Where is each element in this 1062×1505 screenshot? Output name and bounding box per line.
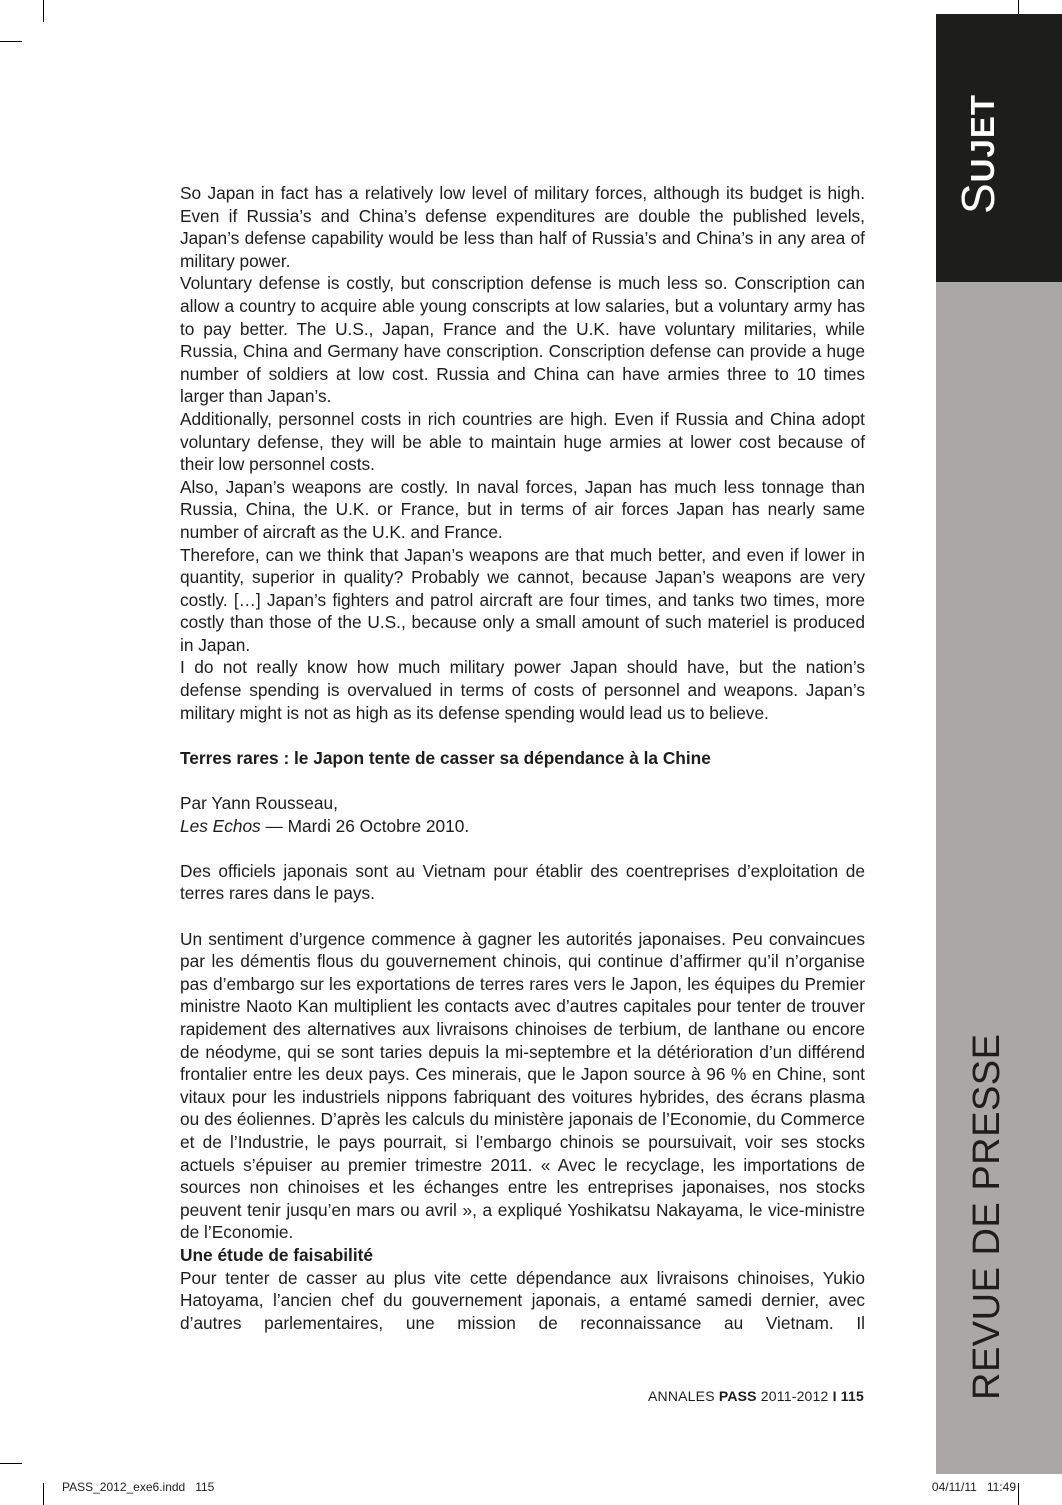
section-label-revue: REVUE DE PRESSE: [966, 1033, 1008, 1400]
page-footer: [648, 1388, 864, 1404]
article1-paragraph: Also, Japan’s weapons are costly. In naval forces, Japan has much less tonnage than Russia, China, the U.K. or France, but in terms of air forces Japan has nearly same number of aircraft as the U.K. and France.: [180, 476, 865, 542]
crop-mark: [0, 1463, 22, 1464]
article1-paragraph: So Japan in fact has a relatively low level of military forces, although its budget is high. Even if Russia’s and China’s defense expenditures are double the published levels, Japan’s defense capability would be less than half of Russia’s and China’s in any area of military power.: [180, 183, 865, 271]
crop-mark: [1018, 1483, 1019, 1505]
footer-annales: ANNALES: [647, 1388, 719, 1404]
article1-paragraph: I do not really know how much military power Japan should have, but the nation’s defense spending is overvalued in terms of costs of personnel and weapons. Japan’s military might is not as high as its defense spending would lead us to believe.: [180, 657, 865, 723]
article2-body: Un sentiment d’urgence commence à gagner les autorités japonaises. Peu convaincues par les démentis flous du gouvernement chinois, qui continue d’affirmer qu’il n’organise pas d’embargo sur les exportations de terres rares vers le Japon, les équipes du Premier ministre Naoto Kan multiplient les contacts avec d’autres capitales pour tenter de trouver rapidement des alternatives aux livraisons chinoises de terbium, de lanthane ou encore de néodyme, qui se sont taries depuis la mi-septembre et la détérioration d’un différend frontalier entre les deux pays. Ces minerais, que le Japon source à 96 % en Chine, sont vitaux pour les industriels nippons fabriquant des voitures hybrides, des écrans plasma ou des éoliennes. D’après les calculs du ministère japonais de l’Economie, du Commerce et de l’Industrie, le pays pourrait, si l’embargo chinois se poursuivait, voir ses stocks actuels s’épuiser au premier trimestre 2011. « Avec le recyclage, les importations de sources non chinoises et les échanges entre les entreprises japonaises, nos stocks peuvent tenir jusqu’en mars ou avril », a expliqué Yoshikatsu Nakayama, le vice-ministre de l’Economie.: [180, 928, 865, 1243]
sujet-rest: UJET: [964, 93, 1001, 183]
article2-title: Terres rares : le Japon tente de casser sa dépendance à la Chine: [180, 747, 711, 768]
crop-mark: [0, 41, 22, 42]
page-number: 115: [836, 1388, 864, 1404]
article2-subheading: Une étude de faisabilité: [180, 1244, 374, 1265]
article1-paragraph: Voluntary defense is costly, but conscription defense is much less so. Conscription can allow a country to acquire able young conscripts at low salaries, but a voluntary army has to pay better. The U.S., Japan, France and the U.K. have voluntary militaries, while Russia, China and Germany have conscription. Conscription defense can provide a huge number of soldiers at low cost. Russia and China can have armies three to 10 times larger than Japan’s.: [180, 273, 865, 407]
text-column: [180, 182, 865, 1334]
article2-byline: Par Yann Rousseau,: [180, 793, 338, 814]
article2-lead: Des officiels japonais sont au Vietnam pour établir des coentreprises d’exploitation de terres rares dans le pays.: [180, 860, 865, 904]
section-label-sujet: [951, 94, 1005, 214]
crop-mark: [43, 1483, 44, 1505]
footer-years: 2011-2012: [756, 1388, 833, 1404]
slug-datetime: 04/11/11 11:49: [931, 1480, 1016, 1494]
article2-source-line: [180, 815, 865, 838]
slug-filename: PASS_2012_exe6.indd 115: [62, 1480, 215, 1494]
sujet-initial: S: [952, 182, 1004, 214]
footer-separator: I: [832, 1388, 837, 1404]
article2-source: Les Echos: [180, 815, 261, 836]
article1-paragraph: Additionally, personnel costs in rich countries are high. Even if Russia and China adopt voluntary defense, they will be able to maintain huge armies at lower cost because of their low personnel costs.: [180, 408, 865, 475]
article2-last-paragraph: Pour tenter de casser au plus vite cette dépendance aux livraisons chinoises, Yukio Hatoyama, l’ancien chef du gouvernement japonais, a entamé samedi dernier, avec d’autres parlementaires, une mission de reconnaissance au Vietnam. Il: [180, 1267, 865, 1333]
article2-date: — Mardi 26 Octobre 2010.: [260, 815, 470, 836]
article1-paragraph: Therefore, can we think that Japan’s weapons are that much better, and even if lower in quantity, superior in quality? Probably we cannot, because Japan’s weapons are very costly. […] Japan’s fighters and patrol aircraft are four times, and tanks two times, more costly than those of the U.S., because only a small amount of such materiel is produced in Japan.: [180, 544, 865, 655]
footer-pass: PASS: [718, 1388, 757, 1404]
crop-mark: [43, 0, 44, 22]
